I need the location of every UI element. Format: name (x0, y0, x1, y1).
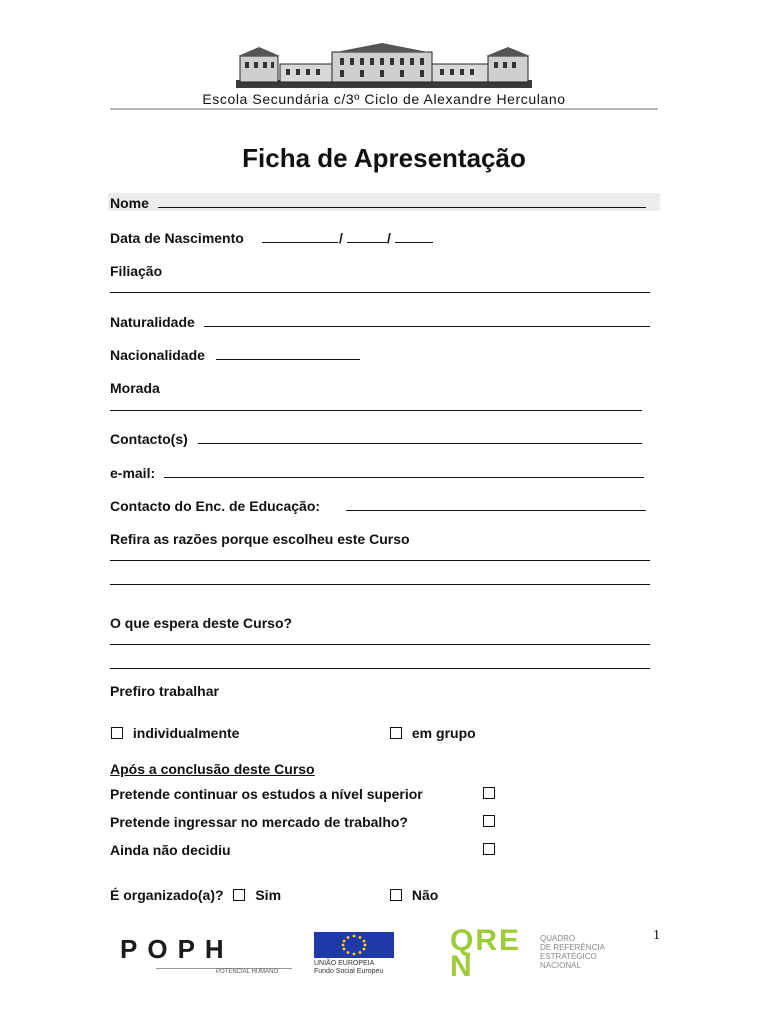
date-separator: / (387, 230, 391, 246)
espera-answer-line[interactable] (110, 668, 650, 669)
poph-logo (116, 932, 296, 976)
filiacao-label: Filiação (110, 263, 163, 279)
nome-input-line[interactable] (158, 207, 646, 208)
nao-label: Não (411, 887, 439, 903)
organizado-row (110, 887, 281, 903)
qren-line4: NACIONAL (540, 961, 581, 970)
contacto-enc-input-line[interactable] (346, 510, 646, 511)
nome-field-row (108, 193, 660, 211)
email-input-line[interactable] (164, 477, 644, 478)
ue-line2: Fundo Social Europeu (314, 968, 384, 975)
birth-day-line[interactable] (262, 242, 338, 243)
email-label: e-mail: (110, 465, 156, 481)
contacto-enc-label: Contacto do Enc. de Educação: (110, 498, 321, 514)
mercado-label: Pretende ingressar no mercado de trabalho? (110, 814, 408, 830)
nao-decidiu-checkbox-icon[interactable] (483, 843, 495, 855)
poph-sub-text: POTENCIAL HUMANO (216, 969, 279, 975)
footer-logos (112, 924, 648, 983)
filiacao-input-line[interactable] (110, 292, 650, 293)
apos-heading: Após a conclusão deste Curso (110, 761, 315, 777)
nao-option[interactable] (390, 887, 438, 903)
birth-month-line[interactable] (347, 242, 387, 243)
nome-label: Nome (110, 195, 149, 211)
organizado-question: É organizado(a)? (110, 887, 224, 903)
qren-logo-text: QREN (450, 924, 522, 983)
checkbox-icon[interactable] (390, 727, 402, 739)
data-nascimento-label: Data de Nascimento (110, 230, 244, 246)
nacionalidade-label: Nacionalidade (110, 347, 205, 363)
qren-caption (540, 934, 605, 970)
morada-input-line[interactable] (110, 410, 642, 411)
birth-year-line[interactable] (395, 242, 433, 243)
em-grupo-label: em grupo (411, 725, 476, 741)
school-building-logo (236, 42, 532, 90)
page-number: 1 (653, 928, 660, 943)
nacionalidade-input-line[interactable] (216, 359, 360, 360)
prefiro-label: Prefiro trabalhar (110, 683, 219, 699)
qren-logo (450, 924, 646, 983)
contactos-input-line[interactable] (198, 443, 642, 444)
nao-checkbox-icon[interactable] (390, 889, 402, 901)
sim-checkbox-icon[interactable] (233, 889, 245, 901)
eu-flag-icon (314, 932, 394, 958)
morada-label: Morada (110, 380, 160, 396)
espera-question: O que espera deste Curso? (110, 615, 293, 631)
qren-line2: DE REFERÊNCIA (540, 943, 605, 952)
page-title: Ficha de Apresentação (242, 143, 526, 173)
qren-line1: QUADRO (540, 934, 576, 943)
em-grupo-option[interactable] (390, 725, 476, 741)
ue-line1: UNIÃO EUROPEIA (314, 960, 375, 967)
eu-logo (314, 932, 398, 976)
school-name: Escola Secundária c/3º Ciclo de Alexandre Herculano (202, 91, 566, 107)
continuar-checkbox-icon[interactable] (483, 787, 495, 799)
date-separator: / (339, 230, 343, 246)
naturalidade-label: Naturalidade (110, 314, 195, 330)
header-divider (110, 108, 658, 110)
naturalidade-input-line[interactable] (204, 326, 650, 327)
individualmente-label: individualmente (132, 725, 240, 741)
checkbox-icon[interactable] (111, 727, 123, 739)
espera-answer-line[interactable] (110, 644, 650, 645)
contactos-label: Contacto(s) (110, 431, 188, 447)
sim-label: Sim (255, 887, 282, 903)
razoes-question: Refira as razões porque escolheu este Curso (110, 531, 410, 547)
poph-logo-text: POPH (120, 934, 234, 964)
continuar-label: Pretende continuar os estudos a nível superior (110, 786, 423, 802)
razoes-answer-line[interactable] (110, 560, 650, 561)
qren-line3: ESTRATÉGICO (540, 952, 597, 961)
razoes-answer-line[interactable] (110, 584, 650, 585)
individualmente-option[interactable] (111, 725, 239, 741)
mercado-checkbox-icon[interactable] (483, 815, 495, 827)
nao-decidiu-label: Ainda não decidiu (110, 842, 231, 858)
